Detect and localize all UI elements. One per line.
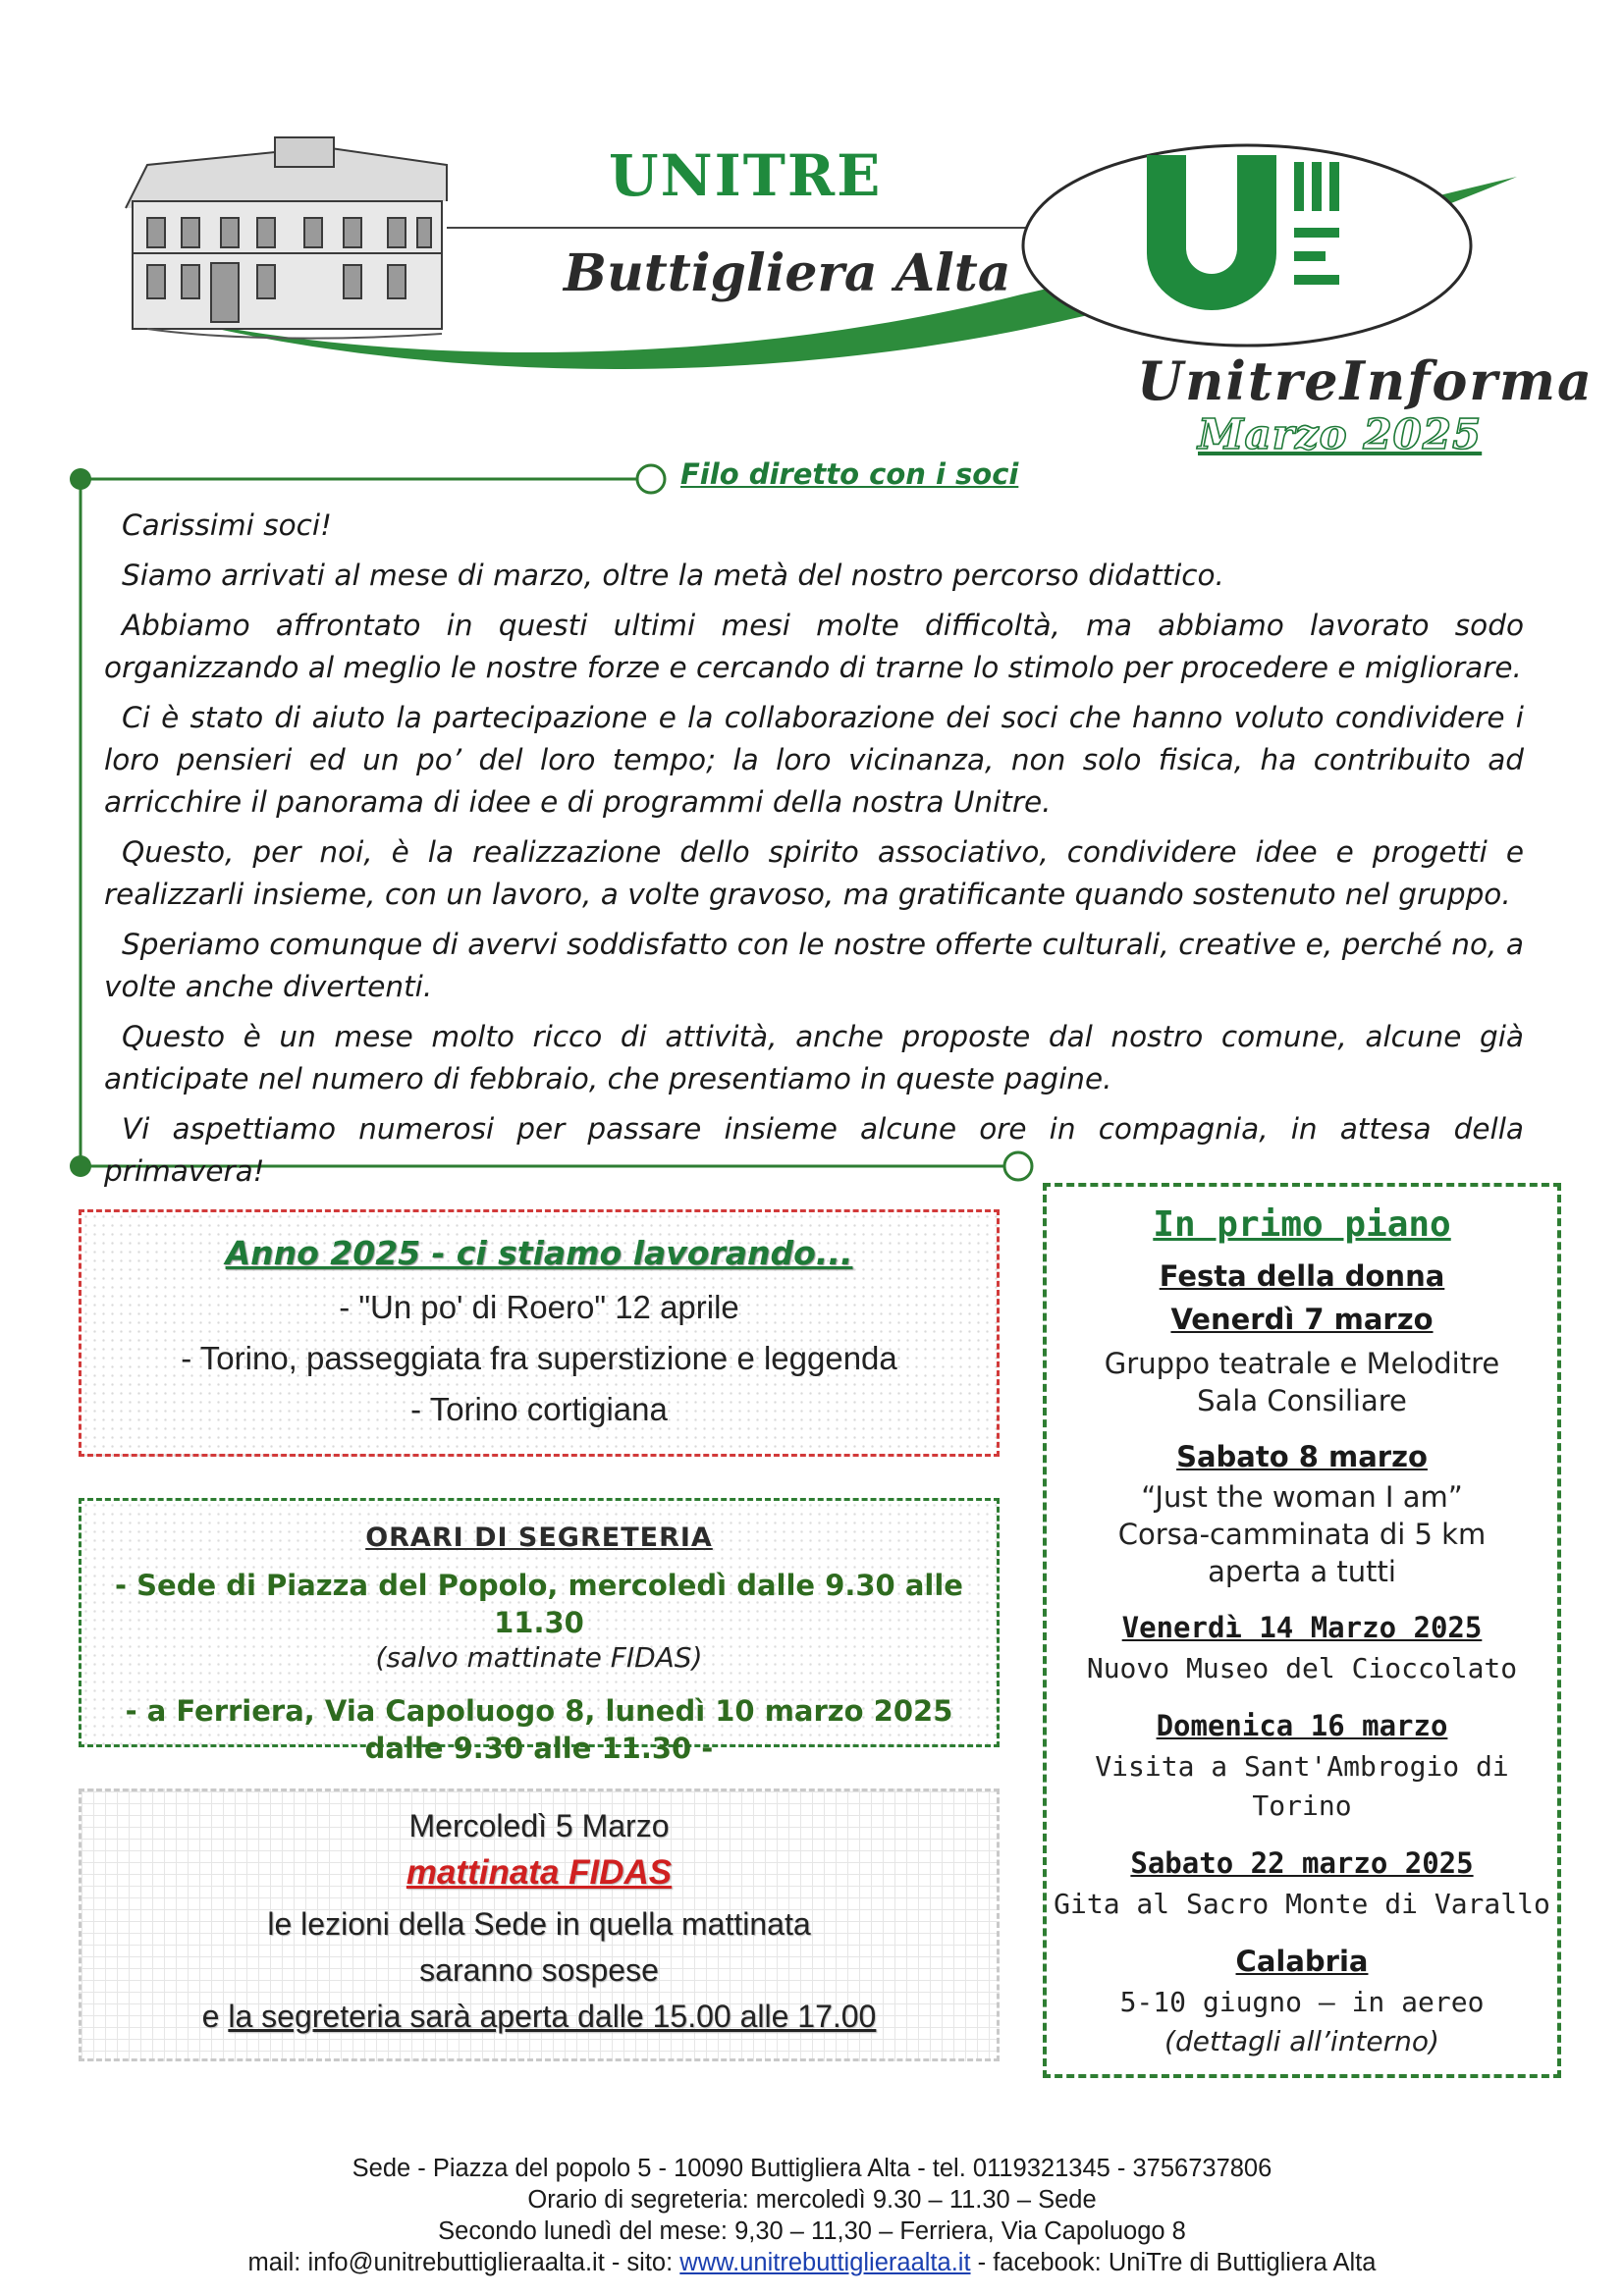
footer-facebook: - facebook: UniTre di Buttigliera Alta [970,2249,1377,2276]
fidas-line: le lezioni della Sede in quella mattinata [267,1906,811,1942]
place-name: Buttigliera Alta [564,243,1011,303]
footer [0,2153,1624,2278]
letter-paragraph: Vi aspettiamo numerosi per passare insieme alcune ore in compagnia, in attesa della primavera! [104,1112,1524,1188]
fidas-title: mattinata FIDAS [406,1853,673,1892]
fidas-line-prefix: e [201,1999,229,2034]
org-name: UNITRE [609,142,883,209]
event-title: Calabria [1235,1945,1369,1978]
event-date: Venerdì 14 Marzo 2025 [1121,1611,1483,1644]
office-hours-line: - Sede di Piazza del Popolo, mercoledì dalle 9.30 alle 11.30 [115,1569,963,1639]
letter-paragraph: Speriamo comunque di avervi soddisfatto con le nostre offerte culturali, creative e, perché no, a volte anche divertenti. [104,928,1524,1003]
letter-greeting: Carissimi soci! [122,508,332,542]
event-detail: Visita a Sant'Ambrogio di Torino [1095,1750,1509,1822]
event-detail: Corsa-camminata di 5 km [1117,1518,1487,1551]
event-detail: Gruppo teatrale e Meloditre [1104,1347,1500,1380]
year-plans-box [79,1209,1000,1457]
event-detail: Gita al Sacro Monte di Varallo [1054,1888,1550,1920]
letter-body [104,505,1524,1201]
letter-paragraph: Questo, per noi, è la realizzazione dello spirito associativo, condividere idee e progetti e realizzarli insieme, con un lavoro, a volte gravoso, ma gratificante quando sostenuto nel gruppo. [104,835,1524,911]
event-detail: aperta a tutti [1208,1555,1396,1588]
year-plan-item: - Torino, passeggiata fra superstizione e leggenda [181,1340,897,1376]
highlights-title: In primo piano [1153,1204,1451,1245]
event-detail: “Just the woman I am” [1141,1480,1463,1514]
office-hours-box [79,1498,1000,1765]
event-date: Venerdì 7 marzo [1170,1303,1434,1336]
fidas-box [79,1789,1000,2061]
office-hours-note: (salvo mattinate FIDAS) [375,1641,703,1674]
event-note: (dettagli all’interno) [1164,2025,1439,2057]
footer-mail: mail: info@unitrebuttiglieraalta.it - sito: [247,2249,680,2276]
fidas-date: Mercoledì 5 Marzo [408,1808,670,1843]
letter-paragraph: Abbiamo affrontato in questi ultimi mesi molte difficoltà, ma abbiamo lavorato sodo organizzando al meglio le nostre forze e cercando di trarne lo stimolo per procedere e migliorare. [104,609,1524,684]
footer-hours: Orario di segreteria: mercoledì 9.30 – 11.30 – Sede [527,2186,1097,2214]
office-hours-line: - a Ferriera, Via Capoluogo 8, lunedì 10 marzo 2025 [125,1694,953,1728]
event-title: Festa della donna [1159,1259,1445,1293]
event-detail: 5-10 giugno – in aereo [1119,1986,1485,2018]
frame-ring-top [637,465,665,493]
letter-paragraph: Ci è stato di aiuto la partecipazione e la collaborazione dei soci che hanno voluto condividere i loro pensieri ed un po’ del loro tempo; la loro vicinanza, non solo fisica, ha contribuito ad arricchire il panorama di idee e di programmi della nostra Unitre. [104,701,1524,819]
year-plan-item: - "Un po' di Roero" 12 aprile [339,1289,739,1325]
letter-paragraph: Siamo arrivati al mese di marzo, oltre la metà del nostro percorso didattico. [122,559,1224,592]
office-hours-line: dalle 9.30 alle 11.30 - [364,1732,714,1765]
office-hours-title: ORARI DI SEGRETERIA [365,1522,713,1553]
letter-heading: Filo diretto con i soci [680,457,1019,491]
letter-paragraph: Questo è un mese molto ricco di attività, anche proposte dal nostro comune, alcune già anticipate nel numero di febbraio, che presentiamo in queste pagine. [104,1020,1524,1095]
fidas-line-underlined: la segreteria sarà aperta dalle 15.00 alle 17.00 [228,1999,877,2034]
footer-address: Sede - Piazza del popolo 5 - 10090 Buttigliera Alta - tel. 0119321345 - 3756737806 [352,2155,1272,2182]
year-plan-item: - Torino cortigiana [410,1391,668,1427]
event-date: Sabato 8 marzo [1176,1440,1428,1473]
year-plans-title: Anno 2025 - ci stiamo lavorando... [225,1234,853,1272]
event-detail: Sala Consiliare [1197,1384,1407,1417]
footer-contacts [0,2247,1624,2278]
building-image [126,137,447,339]
issue-date: Marzo 2025 [1198,410,1483,458]
event-date: Domenica 16 marzo [1156,1709,1448,1742]
event-date: Sabato 22 marzo 2025 [1130,1846,1474,1880]
fidas-line: saranno sospese [419,1952,659,1988]
footer-hours-ferriera: Secondo lunedì del mese: 9,30 – 11,30 – Ferriera, Via Capoluogo 8 [438,2217,1186,2245]
event-detail: Nuovo Museo del Cioccolato [1086,1652,1518,1684]
highlights-box [1043,1183,1561,2078]
site-link[interactable]: www.unitrebuttiglieraalta.it [679,2249,971,2276]
newsletter-name: UnitreInforma [1137,349,1594,412]
fidas-line-3 [81,1994,997,2040]
